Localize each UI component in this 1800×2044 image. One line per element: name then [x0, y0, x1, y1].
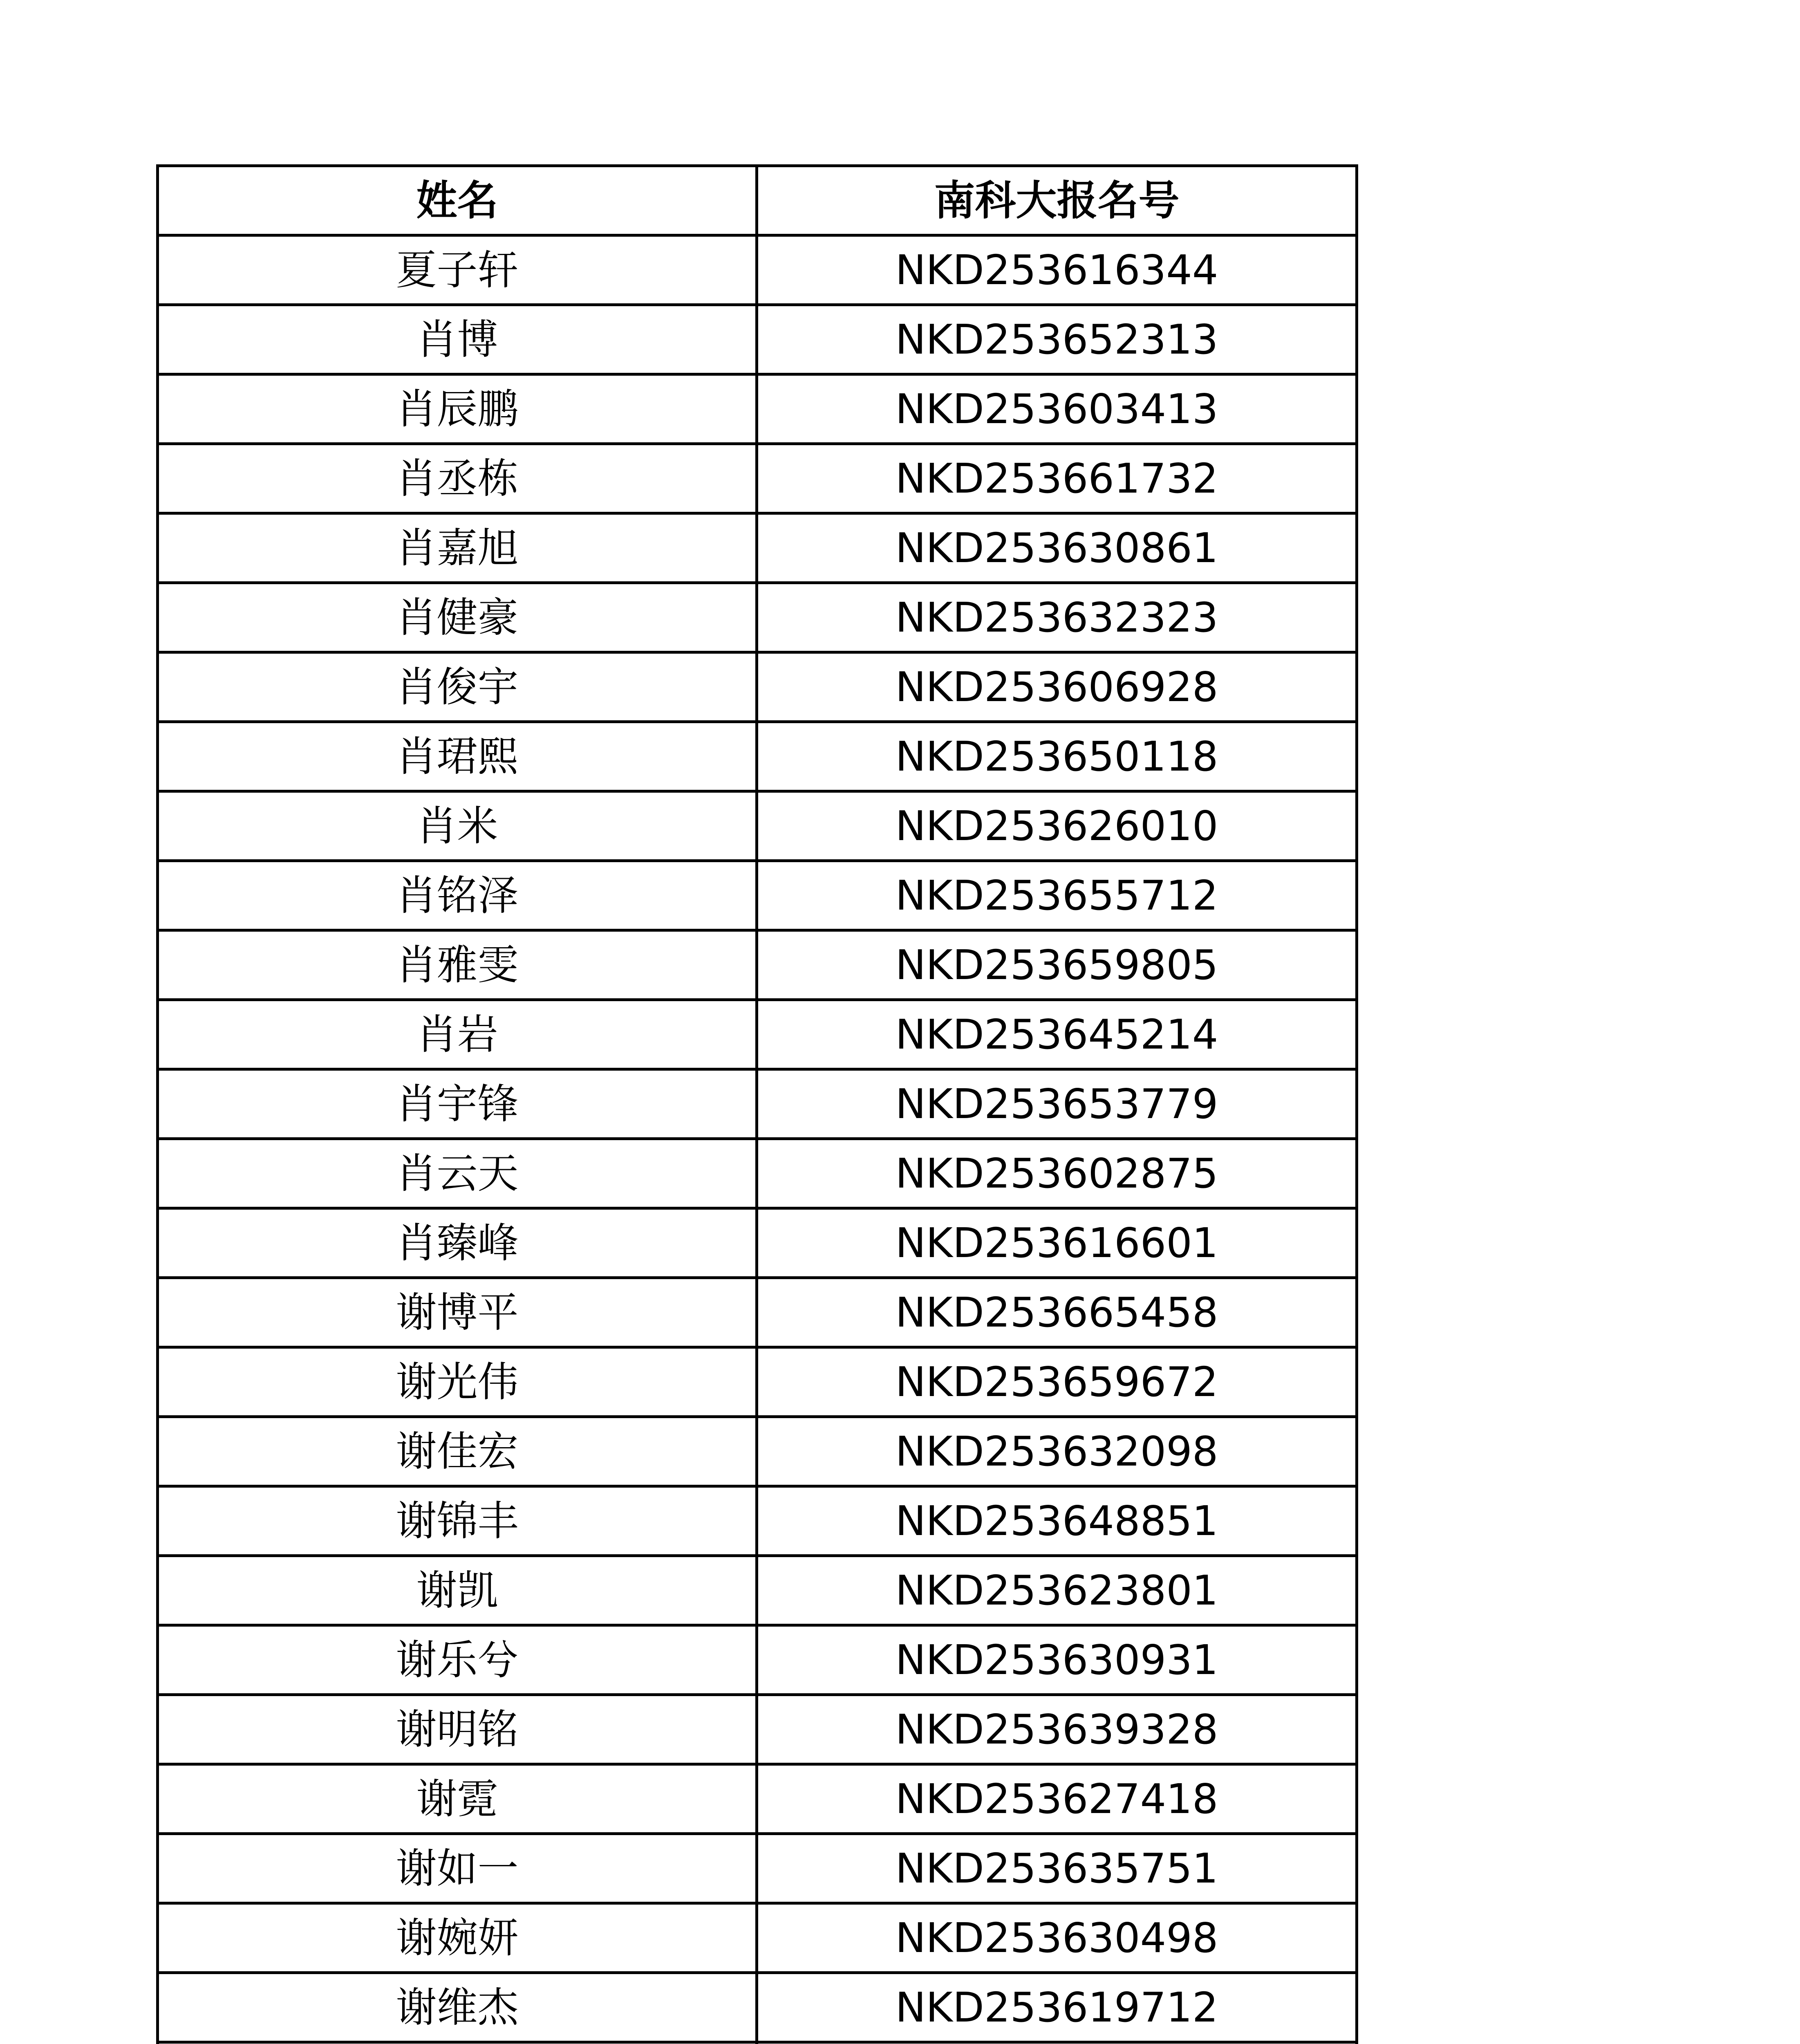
column-header-registration-number: 南科大报名号 [757, 166, 1357, 235]
registration-number-cell: NKD253630861 [757, 513, 1357, 583]
name-cell: 肖健豪 [158, 583, 757, 652]
name-cell: 肖岩 [158, 1000, 757, 1069]
table-row [158, 1069, 1357, 1139]
name-cell: 谢佳宏 [158, 1417, 757, 1486]
table-row [158, 444, 1357, 513]
name-cell: 谢凯 [158, 1556, 757, 1625]
registration-number-cell: NKD253659672 [757, 1347, 1357, 1417]
registration-number-cell: NKD253632323 [757, 583, 1357, 652]
registration-number-cell: NKD253661732 [757, 444, 1357, 513]
name-cell: 肖雅雯 [158, 930, 757, 1000]
registration-number-cell: NKD253623801 [757, 1556, 1357, 1625]
registration-number-cell: NKD253639328 [757, 1695, 1357, 1764]
table-row [158, 1764, 1357, 1834]
table-row [158, 930, 1357, 1000]
name-cell: 肖辰鹏 [158, 374, 757, 444]
name-cell: 谢博平 [158, 1278, 757, 1347]
registration-number-cell: NKD253632098 [757, 1417, 1357, 1486]
registration-number-cell: NKD253630931 [757, 1625, 1357, 1695]
registration-number-cell [757, 2042, 1357, 2044]
registration-number-cell: NKD253650118 [757, 722, 1357, 791]
name-cell [158, 2042, 757, 2044]
name-cell: 肖铭泽 [158, 861, 757, 930]
table-row [158, 1834, 1357, 1903]
name-cell: 肖俊宇 [158, 652, 757, 722]
registration-number-cell: NKD253648851 [757, 1486, 1357, 1556]
registration-number-cell: NKD253603413 [757, 374, 1357, 444]
table-row [158, 1000, 1357, 1069]
name-cell: 谢婉妍 [158, 1903, 757, 1973]
registration-number-cell: NKD253653779 [757, 1069, 1357, 1139]
name-cell: 肖丞栋 [158, 444, 757, 513]
name-cell: 肖臻峰 [158, 1208, 757, 1278]
table-row [158, 791, 1357, 861]
table-row [158, 374, 1357, 444]
table-row [158, 1695, 1357, 1764]
table-row [158, 1347, 1357, 1417]
table-row [158, 722, 1357, 791]
table-row [158, 1278, 1357, 1347]
registration-number-cell: NKD253619712 [757, 1973, 1357, 2042]
name-cell: 谢明铭 [158, 1695, 757, 1764]
table-row [158, 1556, 1357, 1625]
registration-number-cell: NKD253602875 [757, 1139, 1357, 1208]
name-cell: 夏子轩 [158, 235, 757, 305]
name-cell: 肖嘉旭 [158, 513, 757, 583]
name-cell: 谢霓 [158, 1764, 757, 1834]
name-cell: 谢维杰 [158, 1973, 757, 2042]
registration-number-cell: NKD253659805 [757, 930, 1357, 1000]
table-row [158, 305, 1357, 374]
registration-number-cell: NKD253606928 [757, 652, 1357, 722]
table-row [158, 1208, 1357, 1278]
registration-number-cell: NKD253626010 [757, 791, 1357, 861]
table-row [158, 1625, 1357, 1695]
registration-number-cell: NKD253655712 [757, 861, 1357, 930]
table-row [158, 861, 1357, 930]
table-body [158, 235, 1357, 2044]
registration-number-cell: NKD253652313 [757, 305, 1357, 374]
table-row [158, 652, 1357, 722]
table-row [158, 1973, 1357, 2042]
name-cell: 肖云天 [158, 1139, 757, 1208]
name-cell: 谢光伟 [158, 1347, 757, 1417]
table-row [158, 1417, 1357, 1486]
name-cell: 肖珺熙 [158, 722, 757, 791]
name-cell: 谢如一 [158, 1834, 757, 1903]
table-row [158, 235, 1357, 305]
table-row [158, 513, 1357, 583]
admission-number-table [156, 164, 1358, 2044]
table-row [158, 2042, 1357, 2044]
name-cell: 谢锦丰 [158, 1486, 757, 1556]
table-row [158, 1139, 1357, 1208]
registration-number-cell: NKD253627418 [757, 1764, 1357, 1834]
registration-number-cell: NKD253635751 [757, 1834, 1357, 1903]
registration-number-cell: NKD253630498 [757, 1903, 1357, 1973]
registration-number-cell: NKD253616601 [757, 1208, 1357, 1278]
name-cell: 谢乐兮 [158, 1625, 757, 1695]
table-row [158, 1486, 1357, 1556]
registration-number-cell: NKD253616344 [757, 235, 1357, 305]
registration-number-cell: NKD253645214 [757, 1000, 1357, 1069]
column-header-name: 姓名 [158, 166, 757, 235]
table-header-row [158, 166, 1357, 235]
name-cell: 肖米 [158, 791, 757, 861]
registration-number-cell: NKD253665458 [757, 1278, 1357, 1347]
table-row [158, 583, 1357, 652]
name-cell: 肖宇锋 [158, 1069, 757, 1139]
name-cell: 肖博 [158, 305, 757, 374]
table-row [158, 1903, 1357, 1973]
